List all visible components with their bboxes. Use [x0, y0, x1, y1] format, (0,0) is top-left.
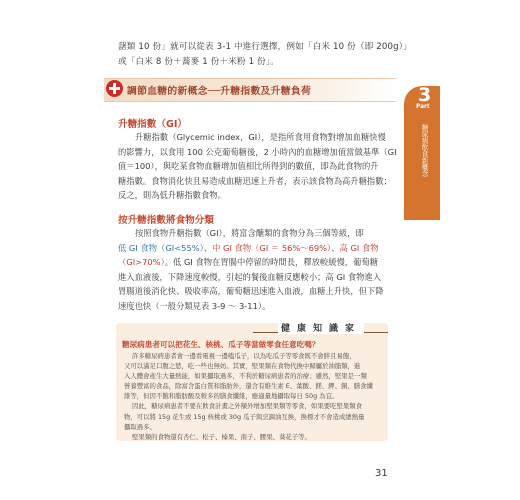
classify-heading: 按升糖指數將食物分類	[118, 215, 214, 226]
gi-heading: 升糖指數（GI）	[118, 119, 188, 130]
red-cross-icon	[106, 80, 123, 97]
classify-line	[118, 241, 384, 256]
classify-line: 速度也快（一般分類見表 3-9 ～ 3-11）。	[118, 300, 271, 311]
chapter-title: 糖尿病飲食新概念	[420, 124, 428, 177]
intro-line: 或「白米 8 份＋蕎麥 1 份＋米粉 1 份」。	[118, 56, 279, 67]
separator: 、	[203, 242, 213, 253]
knowledge-line: 入人體會產生大量熱能，如果攝取過多，不利於糖尿病患者的治療；雖然，堅果是一類	[124, 372, 367, 381]
gi-line: 糖指數。食物消化快且易造成血糖迅速上升者，表示該食物為高升糖指數；	[118, 175, 392, 186]
gi-line: 反之，則為低升糖指數食物。	[118, 190, 226, 201]
classify-paragraph	[118, 226, 384, 314]
classify-line: 按照食物升糖指數（GI），將富含醣類的食物分為三個等級，即	[135, 228, 364, 238]
knowledge-line: 攝取過多。	[124, 422, 156, 431]
chapter-part-label: Part	[416, 104, 430, 110]
knowledge-question: 糖尿病患者可以把花生、核桃、瓜子等當做零食任意吃嗎？	[122, 340, 320, 349]
page-number: 31	[375, 468, 388, 479]
classify-line	[118, 255, 384, 270]
classify-text: 。低 GI 食物在胃腸中停留的時間長，釋放較緩慢，葡萄糖	[164, 257, 378, 268]
mid-gi-label: 中 GI 食物（GI ＝ 56%～69%）	[212, 242, 332, 253]
chapter-number: 3	[418, 84, 432, 106]
knowledge-line: 營養豐富的食品，除富含蛋白質和脂肪外，還含有維生素 E、葉酸、鎂、鉀、銅、膳食纖	[124, 382, 373, 391]
knowledge-answer	[124, 351, 373, 442]
knowledge-line: 又可以滿足口腹之慾，吃一些也無妨。其實，堅果類在食物代換中歸屬於油脂類，進	[124, 362, 361, 371]
high-gi-range: （GI>70%）	[118, 257, 165, 268]
knowledge-line: 許多糖尿病患者會一邊看電視一邊嗑瓜子，以為吃瓜子等零食既不會胖且易飽，	[132, 352, 356, 360]
gi-line: 升糖指數（Glycemic index，GI），是指所食用食物對增加血糖快慢	[135, 132, 386, 142]
gi-line: 值＝100），與吃某食物血糖增加值相比所得到的數值，即為此食物的升	[118, 161, 379, 172]
classify-line: 胃腸道後消化快、吸收率高，葡萄糖迅速進入血液，血糖上升快，但下降	[118, 286, 384, 297]
gi-paragraph	[118, 130, 397, 203]
separator: 、	[331, 242, 340, 253]
gi-line: 的影響力，以食用 100 公克葡萄糖後，2 小時內的血糖增加值當做基準（GI	[118, 146, 397, 157]
knowledge-line: 因此，糖尿病患者不要在飲食計畫之外額外增加堅果類等零食，如果要吃堅果類食	[132, 402, 363, 411]
knowledge-box-header: 健康知識家	[278, 321, 364, 334]
knowledge-line: 物，可以將 15g 花生或 15g 核桃或 30g 瓜子與烹調油互換，換標才不會造成總熱量	[124, 412, 365, 421]
high-gi-label: 高 GI 食物	[339, 242, 379, 253]
section-title: 調節血糖的新概念──升糖指數及升糖負荷	[127, 86, 312, 97]
low-gi-label: 低 GI 食物（GI<55%）	[118, 242, 204, 253]
classify-line: 進入血液後，下降速度較慢，引起的餐後血糖反應較小；高 GI 食物進入	[118, 271, 382, 282]
intro-text	[118, 40, 412, 69]
knowledge-line: 維等，但因不飽和脂肪酸及較多的膳食纖維，應適量地攝取每日 50g 為宜。	[124, 392, 339, 401]
intro-line: 藷類 10 份」就可以從表 3-1 中進行選擇，例如「白米 10 份（即 200g）」	[118, 42, 412, 52]
knowledge-line: 堅果類的食物還有杏仁、松子、榛果、南子、腰果、葵花子等。	[132, 432, 311, 441]
